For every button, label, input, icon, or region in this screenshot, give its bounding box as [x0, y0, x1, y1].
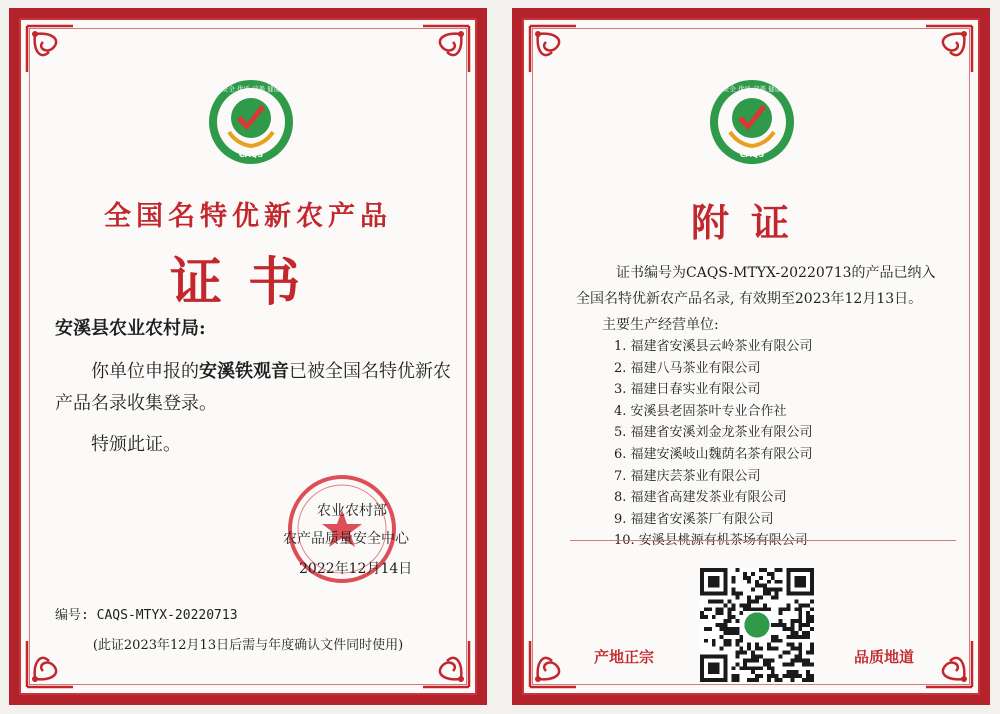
certificate-subtitle: 证书 — [169, 252, 326, 313]
issue-date: 2022年12月14日 — [299, 561, 413, 577]
list-item: 10. 安溪县桃源有机茶场有限公司 — [614, 533, 808, 549]
corner-ornament-icon — [23, 22, 77, 76]
caqs-logo-icon — [708, 78, 796, 166]
list-item: 3. 福建日春实业有限公司 — [614, 382, 761, 398]
certificate-page — [9, 8, 487, 705]
number-label: 编号: — [55, 608, 97, 623]
certificate-number — [55, 604, 238, 623]
annex-statement-line1: 证书编号为CAQS-MTYX-20220713的产品已纳入 — [616, 265, 936, 281]
svg-text:CAQS: CAQS — [238, 150, 264, 159]
body-before: 你单位申报的 — [91, 361, 199, 382]
corner-ornament-icon — [526, 22, 580, 76]
slogan-authentic-quality: 品质地道 — [854, 648, 915, 666]
number-value: CAQS-MTYX-20220713 — [96, 608, 238, 623]
list-item: 9. 福建省安溪茶厂有限公司 — [614, 511, 774, 527]
corner-ornament-icon — [922, 22, 976, 76]
certificate-title: 全国名特优新农产品 — [104, 201, 392, 232]
qr-code-icon[interactable] — [700, 568, 814, 682]
decree-text: 特颁此证。 — [91, 434, 181, 455]
addressee: 安溪县农业农村局: — [55, 318, 206, 339]
corner-ornament-icon — [526, 637, 580, 691]
certificate-panel — [19, 18, 477, 695]
list-item: 7. 福建庆芸茶业有限公司 — [614, 468, 761, 484]
validity-note: (此证2023年12月13日后需与年度确认文件同时使用) — [92, 638, 404, 653]
product-name: 安溪铁观音 — [199, 361, 289, 382]
svg-text:安全 优质 营养 健康: 安全 优质 营养 健康 — [221, 85, 281, 93]
annex-panel — [522, 18, 980, 695]
list-item: 5. 福建省安溪刘金龙茶业有限公司 — [614, 425, 813, 441]
annex-title: 附证 — [690, 200, 811, 245]
units-label: 主要生产经营单位: — [602, 317, 719, 333]
svg-text:安全 优质 营养 健康: 安全 优质 营养 健康 — [722, 85, 782, 93]
certificate-body — [55, 356, 463, 420]
list-item: 6. 福建安溪岐山魏荫名茶有限公司 — [614, 446, 813, 462]
annex-page — [512, 8, 990, 705]
list-item: 2. 福建八马茶业有限公司 — [614, 360, 761, 376]
corner-ornament-icon — [922, 637, 976, 691]
corner-ornament-icon — [419, 22, 473, 76]
company-list — [614, 336, 813, 552]
divider — [570, 540, 956, 541]
list-item: 1. 福建省安溪县云岭茶业有限公司 — [614, 339, 813, 354]
slogan-authentic-origin: 产地正宗 — [594, 648, 655, 666]
list-item: 4. 安溪县老固茶叶专业合作社 — [614, 403, 787, 419]
annex-statement-line2: 全国名特优新农产品名录, 有效期至2023年12月13日。 — [576, 291, 923, 307]
issuer-center: 农产品质量安全中心 — [283, 531, 409, 547]
list-item: 8. 福建省高建发茶业有限公司 — [614, 490, 787, 506]
caqs-logo-icon — [207, 78, 295, 166]
body-after: 已被全国名特优新农产品名录收集登录。 — [55, 361, 451, 414]
svg-text:CAQS: CAQS — [739, 150, 765, 159]
issuer-ministry: 农业农村部 — [317, 503, 387, 519]
